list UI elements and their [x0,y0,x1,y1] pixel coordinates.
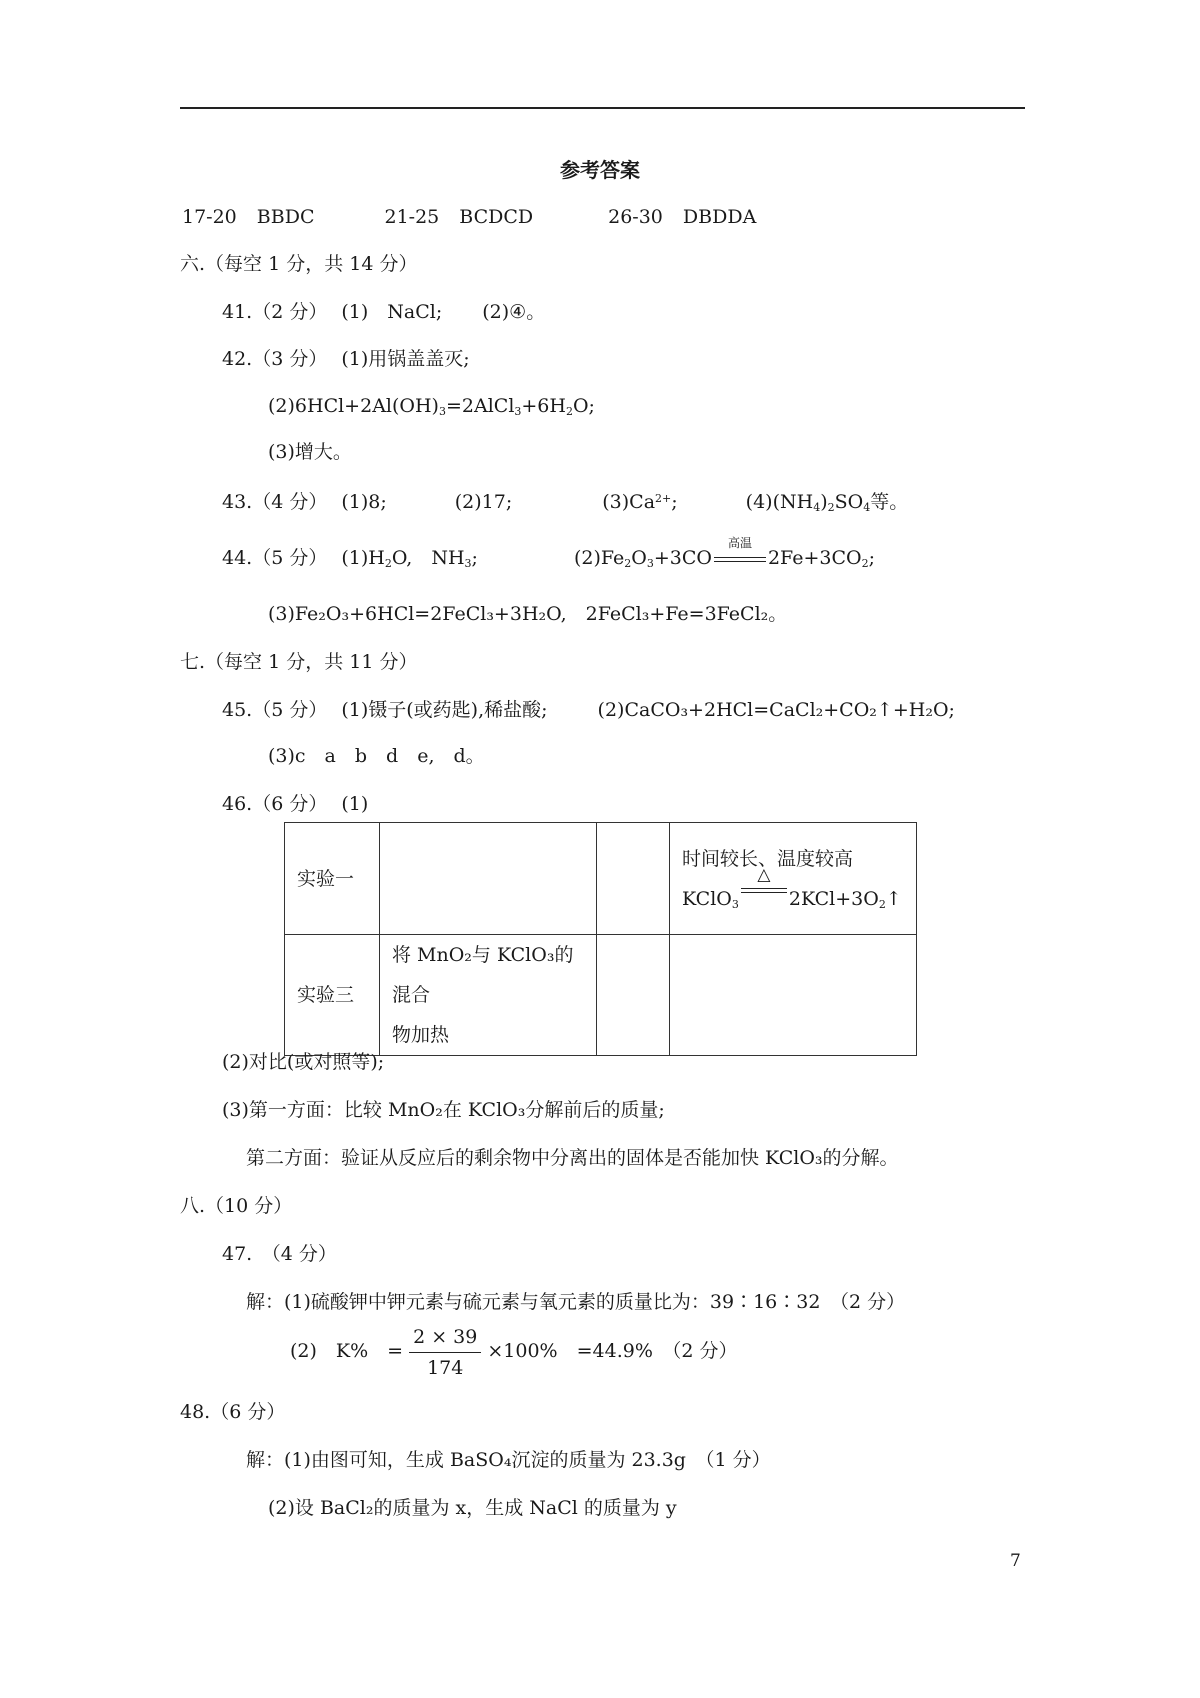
answer-text: (1)用锅盖盖灭; [341,348,470,370]
answer-text: (2)17; [454,491,513,513]
page-title: 参考答案 [560,158,640,182]
answer-text: (1) NaCl; [341,301,443,323]
section-8-heading: 八.（10 分） [180,1195,293,1217]
question-number: 44.（5 分） [222,547,328,569]
condition-label: 高温 [727,536,752,550]
mc-range: 21-25 [384,206,440,228]
formula-part: ×100% =44.9% （2 分） [487,1340,738,1362]
mc-answer: BBDC [256,206,315,228]
q42-equation: $(2)6HCl+2Al(OH)_3=2AlCl_3+6H_2O$; [268,395,595,418]
mc-answer: BCDCD [459,206,534,228]
answer-text: (1)镊子(或药匙),稀盐酸; [341,699,548,721]
page-number: 7 [1010,1551,1021,1571]
cell-equation: KClO$_3$ △ $2KCl+3O_2↑$ [682,864,902,911]
q46-answer-3: (3)第一方面：比较 MnO₂在 KClO₃分解前后的质量; [222,1099,665,1121]
q42-answer-3: (3)增大。 [268,441,352,463]
q46-line [222,792,368,816]
q44-line: 44.（5 分） $(1)H_2O$, $NH_3$; $(2)Fe_2O_3+3CO$ 高温 $2Fe+3CO_2$; [222,536,875,570]
answer-text: ; [471,547,478,569]
equation-part: 2KCl+3O [788,887,879,910]
table-cell [670,935,917,1056]
table-row [285,823,917,935]
cell-line: 物加热 [392,1024,450,1046]
answer-text: (2)Fe [573,547,625,569]
q45-answer-3: (3)c a b d e, d。 [268,745,485,767]
mc-range: 26-30 [608,206,663,228]
q44-answer-3: (3)Fe₂O₃+6HCl=2FeCl₃+3H₂O, 2FeCl₃+Fe=3FeCl₂。 [268,603,788,625]
superscript: 2+ [655,492,672,505]
question-number: 45.（5 分） [222,699,328,721]
fraction-denominator: 174 [427,1356,464,1379]
cell-line: 时间较长、温度较高 [682,847,854,870]
q47-number: 47. （4 分） [222,1243,337,1265]
equation-part: O; [572,395,595,417]
answer-text: 2Fe+3CO [767,547,862,569]
answer-text: 等。 [870,491,909,513]
equation-part: ↑ [885,887,902,910]
question-number: 42.（3 分） [222,348,328,370]
answer-text: (1)8; [341,491,387,513]
q45-line [222,698,955,722]
answer-text: (4)(NH [745,491,814,513]
q48-number: 48.（6 分） [180,1401,286,1423]
table-cell [597,935,670,1056]
q42-line [222,347,470,371]
equation-part: +6H [521,395,566,417]
mc-range: 17-20 [182,206,237,228]
answer-text: O, NH [391,547,465,569]
fraction [409,1322,481,1383]
equation-part: =2AlCl [445,395,515,417]
reaction-condition [712,536,768,570]
cell-line: 将 MnO₂与 KClO₃的混合 [392,944,574,1006]
mc-answers [182,205,756,229]
question-number: 46.（6 分） [222,793,328,815]
q48-answer-1: 解：(1)由图可知，生成 BaSO₄沉淀的质量为 23.3g （1 分） [246,1449,771,1471]
q46-answer-2: (2)对比(或对照等); [222,1051,385,1073]
header-rule [180,107,1025,109]
equation-part: KClO [682,887,732,910]
q47-formula [290,1320,738,1383]
condition-label: △ [757,864,771,885]
section-7-heading: 七.（每空 1 分，共 11 分） [180,651,418,673]
mc-answer: DBDDA [682,206,757,228]
q46-answer-4: 第二方面：验证从反应后的剩余物中分离出的固体是否能加快 KClO₃的分解。 [246,1147,899,1169]
formula-part: (2) K% = [290,1340,404,1362]
answer-text: (1)H [341,547,385,569]
equation-part: (2)6HCl+2Al(OH) [268,395,439,417]
table-row [285,935,917,1056]
answer-text: O [631,547,647,569]
fraction-numerator: 2 × 39 [409,1322,481,1353]
table-cell [670,823,917,935]
answer-text: SO [834,491,864,513]
table-cell [380,935,597,1056]
table-cell-label: 实验一 [285,823,380,935]
section-6-heading: 六.（每空 1 分，共 14 分） [180,253,418,275]
question-number: 43.（4 分） [222,491,328,513]
q43-line: 43.（4 分） (1)8; (2)17; $(3)Ca^{2+}$; $(4)(NH_4)_2SO_4$等。 [222,491,909,514]
answer-text: ; [868,547,875,569]
q48-answer-2: (2)设 BaCl₂的质量为 x，生成 NaCl 的质量为 y [268,1497,677,1519]
table-cell [380,823,597,935]
answer-text: ) [820,491,828,513]
experiment-table [284,822,917,1056]
q41-line [222,300,545,324]
answer-text: (1) [341,793,369,815]
answer-text: ; [671,491,678,513]
q47-answer-1: 解：(1)硫酸钾中钾元素与硫元素与氧元素的质量比为：39∶16∶32 （2 分） [246,1291,906,1313]
table-cell [597,823,670,935]
answer-text: +3CO [653,547,712,569]
reaction-condition [739,864,789,903]
answer-text: (2)④。 [482,301,546,323]
answer-text: (3)Ca [602,491,656,513]
question-number: 41.（2 分） [222,301,328,323]
table-cell-label: 实验三 [285,935,380,1056]
answer-text: (2)CaCO₃+2HCl=CaCl₂+CO₂↑+H₂O; [597,699,955,721]
